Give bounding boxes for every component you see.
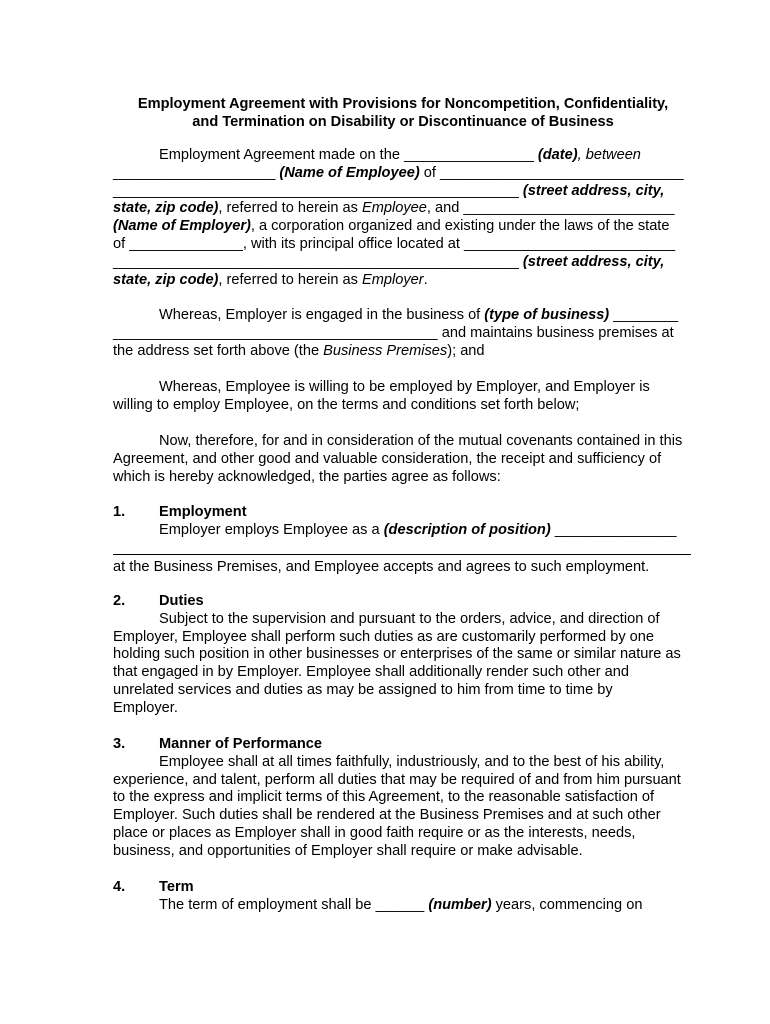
- whereas-employee-paragraph: [113, 379, 703, 415]
- section-text: that engaged in by Employer. Employee shall additionally render such other and: [113, 664, 629, 681]
- section-number: 4.: [113, 879, 126, 895]
- section-text: to the express and implicit terms of this Agreement, to the reasonable satisfaction of: [113, 789, 655, 806]
- whereas-business-paragraph: [113, 307, 703, 360]
- section-employment: [113, 504, 703, 576]
- intro-text: Employment Agreement made on the ________________: [159, 147, 538, 163]
- section-text: unrelated services and duties as may be assigned to him from time to time by: [113, 681, 613, 698]
- section-text: holding such position in other businesses or enterprises of the same or similar nature as: [113, 646, 681, 663]
- intro-text: __________________________________________________: [113, 253, 523, 270]
- employee-term: Employee: [362, 200, 427, 217]
- document-title: [113, 95, 693, 131]
- business-premises-term: Business Premises: [323, 342, 448, 359]
- section-heading: Employment: [159, 504, 247, 520]
- whereas-text: willing to employ Employee, on the terms and conditions set forth below;: [113, 396, 580, 413]
- consideration-text: Now, therefore, for and in consideration of the mutual covenants contained in this: [159, 433, 683, 449]
- intro-text: ____________________: [113, 164, 280, 181]
- intro-text: __________________________________________________: [113, 182, 523, 199]
- employer-term: Employer: [362, 271, 424, 288]
- section-text: Employer.: [113, 699, 178, 716]
- intro-text: , a corporation organized and existing under the laws of the state: [250, 218, 670, 235]
- title-line-1: Employment Agreement with Provisions for Noncompetition, Confidentiality,: [137, 96, 669, 112]
- section-number: 3.: [113, 736, 126, 752]
- section-text: Employer. Such duties shall be rendered at the Business Premises and at such other: [113, 807, 661, 824]
- section-manner-of-performance: [113, 736, 703, 861]
- consideration-text: which is hereby acknowledged, the parties agree as follows:: [113, 468, 501, 485]
- consideration-text: Agreement, and other good and valuable consideration, the receipt and sufficiency of: [113, 450, 662, 467]
- section-duties: [113, 593, 703, 718]
- employer-address-placeholder: state, zip code): [113, 271, 219, 288]
- whereas-text: the address set forth above (the: [113, 342, 324, 359]
- section-text: experience, and talent, perform all duties that may be required of and from him pursuant: [113, 771, 681, 788]
- date-placeholder: (date): [537, 147, 578, 163]
- intro-text: of ______________, with its principal office located at __________________________: [113, 235, 676, 252]
- employee-address-placeholder: state, zip code): [113, 200, 219, 217]
- section-number: 1.: [113, 504, 126, 520]
- intro-text: , referred to herein as: [218, 200, 363, 217]
- section-text: Subject to the supervision and pursuant to the orders, advice, and direction of: [159, 610, 660, 627]
- section-text: place or places as Employer shall in good faith require or as the interests, needs,: [113, 824, 636, 841]
- section-term: [113, 879, 703, 915]
- employer-address-placeholder: (street address, city,: [522, 253, 665, 270]
- intro-text: , referred to herein as: [218, 271, 363, 288]
- employee-address-placeholder: (street address, city,: [522, 182, 665, 199]
- section-text: The term of employment shall be ______: [159, 896, 429, 913]
- intro-text: of ______________________________: [419, 164, 684, 181]
- section-heading: Manner of Performance: [159, 736, 323, 752]
- intro-text: , between: [577, 147, 641, 163]
- section-text: Employee shall at all times faithfully, industriously, and to the best of his ability,: [159, 753, 665, 770]
- position-placeholder: (description of position): [383, 521, 551, 538]
- employee-name-placeholder: (Name of Employee): [279, 164, 420, 181]
- section-number: 2.: [113, 593, 126, 609]
- whereas-text: ________________________________________ and maintains business premises at: [113, 324, 674, 341]
- title-line-2: and Termination on Disability or Discontinuance of Business: [192, 114, 614, 130]
- intro-text: , and __________________________: [426, 200, 675, 217]
- section-text: Employer, Employee shall perform such duties as are customarily performed by one: [113, 628, 655, 645]
- section-text: years, commencing on: [491, 896, 643, 913]
- whereas-text: ________: [609, 307, 679, 323]
- number-placeholder: (number): [428, 896, 492, 913]
- intro-text: .: [423, 271, 428, 288]
- section-heading: Term: [159, 879, 194, 895]
- section-text: at the Business Premises, and Employee accepts and agrees to such employment.: [113, 558, 650, 575]
- employer-name-placeholder: (Name of Employer): [113, 218, 251, 235]
- section-text: _______________: [550, 521, 677, 538]
- section-text: Employer employs Employee as a: [159, 521, 384, 538]
- whereas-text: Whereas, Employee is willing to be employed by Employer, and Employer is: [159, 379, 650, 395]
- whereas-text: ); and: [447, 342, 485, 359]
- section-heading: Duties: [159, 593, 204, 609]
- intro-paragraph: [113, 147, 703, 289]
- blank-rule: [113, 540, 691, 555]
- section-text: business, and opportunities of Employer shall require or make advisable.: [113, 842, 583, 859]
- whereas-text: Whereas, Employer is engaged in the business of: [159, 307, 485, 323]
- now-therefore-paragraph: [113, 433, 703, 486]
- business-type-placeholder: (type of business): [484, 307, 610, 323]
